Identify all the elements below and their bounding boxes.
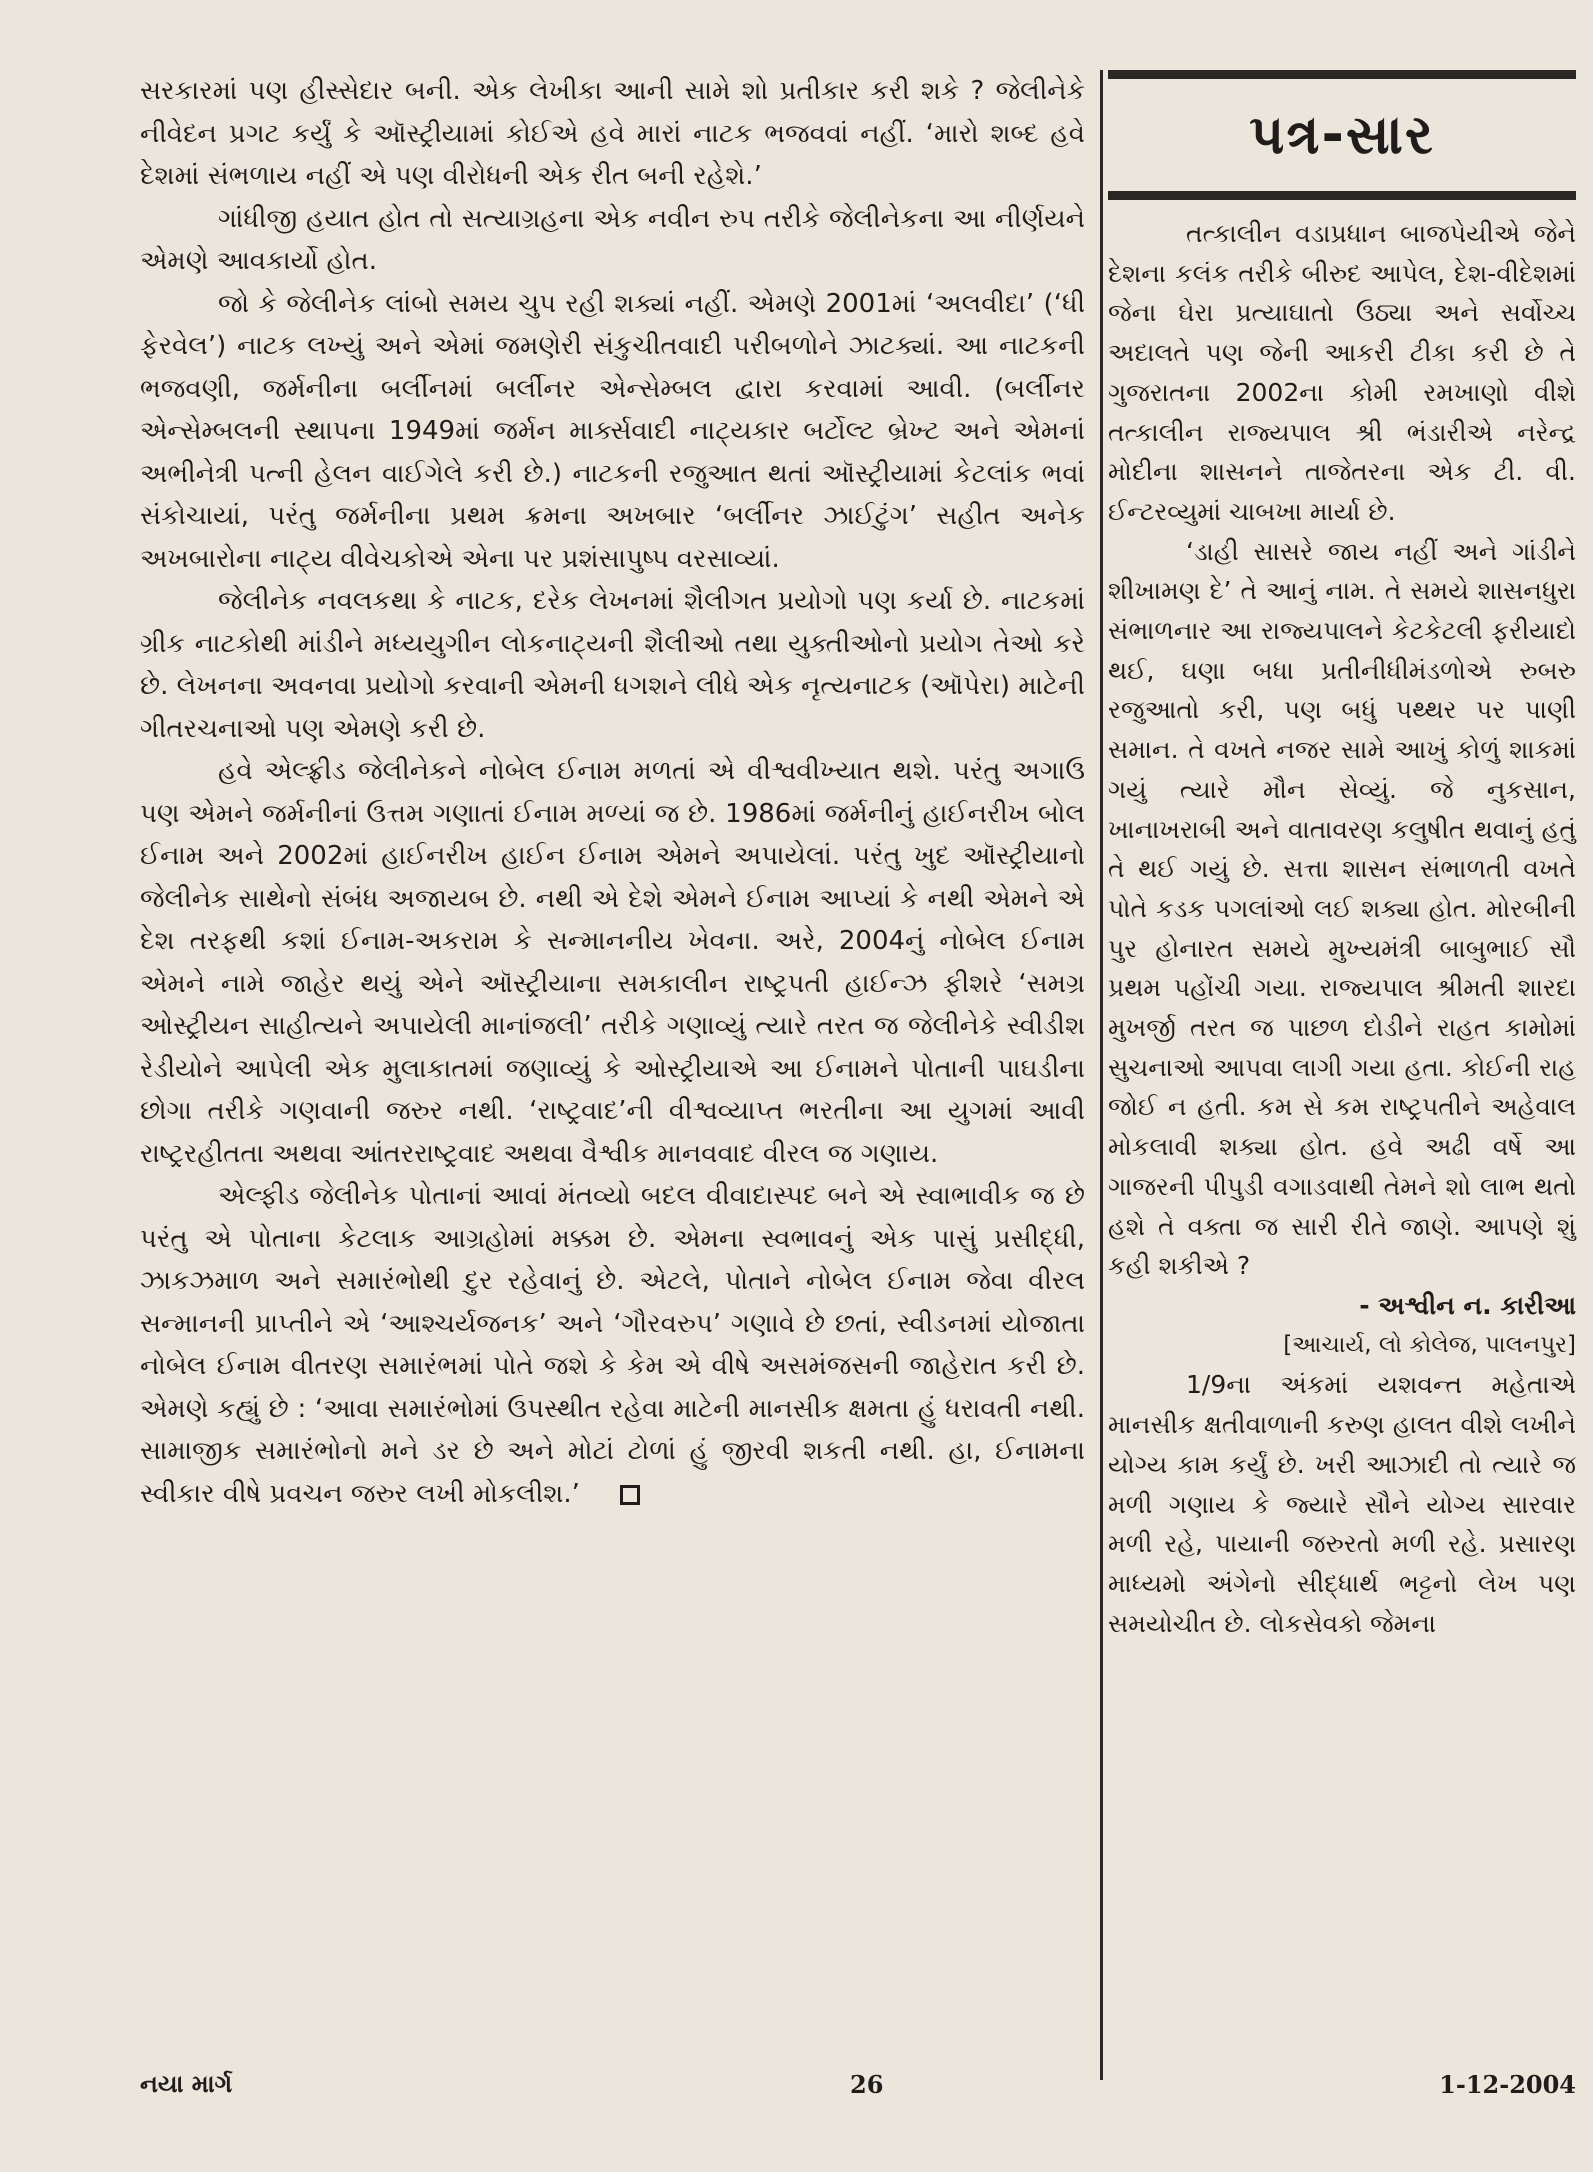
letter1-paragraph-2: ‘ડાહી સાસરે જાય નહીં અને ગાંડીને શીખામણ દે’ તે આનું નામ. તે સમયે શાસનધુરા સંભાળનાર આ રાજ્યપાલને કેટકેટલી ફરીયાદો થઈ, ઘણા બધા પ્રતીનીધીમંડળોએ રુબરુ રજુઆતો કરી, પણ બધું પથ્થર પર પાણી સમાન. તે વખતે નજર સામે આખું કોળું શાકમાં ગયું ત્યારે મૌન સેવ્યું. જે નુકસાન, ખાનાખરાબી અને વાતાવરણ કલુષીત થવાનું હતું તે થઈ ગયું છે. સત્તા શાસન સંભાળતી વખતે પોતે કડક પગલાંઓ લઈ શક્યા હોત. મોરબીની પુર હોનારત સમયે મુખ્યમંત્રી બાબુભાઈ સૌ પ્રથમ પહોંચી ગયા. રાજ્યપાલ શ્રીમતી શારદા મુખર્જી તરત જ પાછળ દોડીને રાહત કામોમાં સુચનાઓ આપવા લાગી ગયા હતા. કોઈની રાહ જોઈ ન હતી. કમ સે કમ રાષ્ટ્રપતીને અહેવાલ મોકલાવી શક્યા હોત. હવે અઢી વર્ષે આ ગાજરની પીપુડી વગાડવાથી તેમને શો લાભ થતો હશે તે વક્તા જ સારી રીતે જાણે. આપણે શું કહી શકીએ ? xyxy=(1108,536,1576,1281)
sidebar-title: પત્ર-સાર xyxy=(1249,103,1435,166)
publication-name: નયા માર્ગ xyxy=(140,2070,233,2098)
article-paragraph-5: હવે એલ્ફ્રીડ જેલીનેકને નોબેલ ઈનામ મળતાં એ વીશ્વવીખ્યાત થશે. પરંતુ અગાઉ પણ એમને જર્મનીનાં ઉત્તમ ગણાતાં ઈનામ મળ્યાં જ છે. 1986માં જર્મનીનું હાઈનરીખ બોલ ઈનામ અને 2002માં હાઈનરીખ હાઈન ઈનામ એમને અપાયેલાં. પરંતુ ખુદ ઑસ્ટ્રીયાનો જેલીનેક સાથેનો સંબંધ અજાયબ છે. નથી એ દેશે એમને ઈનામ આપ્યાં કે નથી એમને એ દેશ તરફથી કશાં ઈનામ-અકરામ કે સન્માનનીય ખેવના. અરે, 2004નું નોબેલ ઈનામ એમને નામે જાહેર થયું એને ઑસ્ટ્રીયાના સમકાલીન રાષ્ટ્રપતી હાઈન્ઝ ફીશરે ‘સમગ્ર ઓસ્ટ્રીયન સાહીત્યને અપાયેલી માનાંજલી’ તરીકે ગણાવ્યું ત્યારે તરત જ જેલીનેકે સ્વીડીશ રેડીયોને આપેલી એક મુલાકાતમાં જણાવ્યું કે ઓસ્ટ્રીયાએ આ ઈનામને પોતાની પાઘડીના છોગા તરીકે ગણવાની જરુર નથી. ‘રાષ્ટ્રવાદ’ની વીશ્વવ્યાપ્ત ભરતીના આ યુગમાં આવી રાષ્ટ્રરહીતતા અથવા આંતરરાષ્ટ્રવાદ અથવા વૈશ્વીક માનવવાદ વીરલ જ ગણાય. xyxy=(140,756,1085,1169)
end-of-article-icon xyxy=(620,1485,640,1505)
letter1-paragraph-1: તત્કાલીન વડાપ્રધાન બાજપેયીએ જેને દેશના કલંક તરીકે બીરુદ આપેલ, દેશ-વીદેશમાં જેના ઘેરા પ્રત્યાઘાતો ઉઠ્યા અને સર્વોચ્ચ અદાલતે પણ જેની આકરી ટીકા કરી છે તે ગુજરાતના 2002ના કોમી રમખાણો વીશે તત્કાલીન રાજ્યપાલ શ્રી ભંડારીએ નરેન્દ્ર મોદીના શાસનને તાજેતરના એક ટી. વી. ઈન્ટરવ્યુમાં ચાબખા માર્યા છે. xyxy=(1108,219,1576,526)
sidebar-top-rule xyxy=(1108,70,1576,79)
article-paragraph-1: સરકારમાં પણ હીસ્સેદાર બની. એક લેખીકા આની સામે શો પ્રતીકાર કરી શકે ? જેલીનેકે નીવેદન પ્રગટ કર્યું કે ઑસ્ટ્રીયામાં કોઈએ હવે મારાં નાટક ભજવવાં નહીં. ‘મારો શબ્દ હવે દેશમાં સંભળાય નહીં એ પણ વીરોધની એક રીત બની રહેશે.’ xyxy=(140,76,1085,191)
issue-date: 1-12-2004 xyxy=(1439,2070,1576,2099)
sidebar-title-rule xyxy=(1108,191,1576,200)
article-paragraph-4: જેલીનેક નવલકથા કે નાટક, દરેક લેખનમાં શૈલીગત પ્રયોગો પણ કર્યા છે. નાટકમાં ગ્રીક નાટકોથી માંડીને મધ્યયુગીન લોકનાટ્યની શૈલીઓ તથા યુક્તીઓનો પ્રયોગ તેઓ કરે છે. લેખનના અવનવા પ્રયોગો કરવાની એમની ધગશને લીધે એક નૃત્યનાટક (ઑપેરા) માટેની ગીતરચનાઓ પણ એમણે કરી છે. xyxy=(140,586,1085,744)
sidebar-letters xyxy=(1108,70,1576,1643)
article-paragraph-6-text: એલ્ફીડ જેલીનેક પોતાનાં આવાં મંતવ્યો બદલ વીવાદાસ્પદ બને એ સ્વાભાવીક જ છે પરંતુ એ પોતાના કેટલાક આગ્રહોમાં મક્કમ છે. એમના સ્વભાવનું એક પાસું પ્રસીદ્ધી, ઝાકઝમાળ અને સમારંભોથી દુર રહેવાનું છે. એટલે, પોતાને નોબેલ ઈનામ જેવા વીરલ સન્માનની પ્રાપ્તીને એ ‘આશ્ચર્યજનક’ અને ‘ગૌરવરુપ’ ગણાવે છે છતાં, સ્વીડનમાં યોજાતા નોબેલ ઈનામ વીતરણ સમારંભમાં પોતે જશે કે કેમ એ વીષે અસમંજસની જાહેરાત કરી છે. એમણે કહ્યું છે : ‘આવા સમારંભોમાં ઉપસ્થીત રહેવા માટેની માનસીક ક્ષમતા હું ધરાવતી નથી. સામાજીક સમારંભોનો મને ડર છે અને મોટાં ટોળાં હું જીરવી શકતી નથી. હા, ઈનામના સ્વીકાર વીષે પ્રવચન જરુર લખી મોકલીશ.’ xyxy=(140,1181,1085,1509)
article-paragraph-2: ગાંધીજી હયાત હોત તો સત્યાગ્રહના એક નવીન રુપ તરીકે જેલીનેકના આ નીર્ણયને એમણે આવકાર્યો હોત. xyxy=(140,203,1085,276)
letter1-affiliation: [આચાર્ય, લો કોલેજ, પાલનપુર] xyxy=(1283,1331,1576,1358)
page-footer xyxy=(140,2070,1576,2110)
article-paragraph-6 xyxy=(140,1175,1085,1515)
letter2-paragraph: 1/9ના અંકમાં યશવન્ત મહેતાએ માનસીક ક્ષતીવાળાની કરુણ હાલત વીશે લખીને યોગ્ય કામ કર્યું છે. ખરી આઝાદી તો ત્યારે જ મળી ગણાય કે જ્યારે સૌને યોગ્ય સારવાર મળી રહે, પાયાની જરુરતો મળી રહે. પ્રસારણ માધ્યમો અંગેનો સીદ્ધાર્થ ભટ્ટનો લેખ પણ સમયોચીત છે. લોકસેવકો જેમના xyxy=(1108,1370,1576,1638)
letter1-signature: - અશ્વીન ન. કારીઆ xyxy=(1359,1290,1576,1320)
column-divider xyxy=(1100,70,1103,2080)
sidebar-body xyxy=(1108,214,1576,1643)
article-paragraph-3: જો કે જેલીનેક લાંબો સમય ચુપ રહી શક્યાં નહીં. એમણે 2001માં ‘અલવીદા’ (‘ધી ફેરવેલ’) નાટક લખ્યું અને એમાં જમણેરી સંકુચીતવાદી પરીબળોને ઝાટક્યાં. આ નાટકની ભજવણી, જર્મનીના બર્લીનમાં બર્લીનર એન્સેમ્બલ દ્વારા કરવામાં આવી. (બર્લીનર એન્સેમ્બલની સ્થાપના 1949માં જર્મન માર્ક્સવાદી નાટ્યકાર બર્ટોલ્ટ બ્રેખ્ટ અને એમનાં અભીનેત્રી પત્ની હેલન વાઈગેલે કરી છે.) નાટકની રજુઆત થતાં ઑસ્ટ્રીયામાં કેટલાંક ભવાં સંકોચાયાં, પરંતુ જર્મનીના પ્રથમ ક્રમના અખબાર ‘બર્લીનર ઝાઈટુંગ’ સહીત અનેક અખબારોના નાટ્ય વીવેચકોએ એના પર પ્રશંસાપુષ્પ વરસાવ્યાં. xyxy=(140,288,1085,574)
page-number: 26 xyxy=(850,2070,884,2099)
main-article xyxy=(140,70,1085,1515)
